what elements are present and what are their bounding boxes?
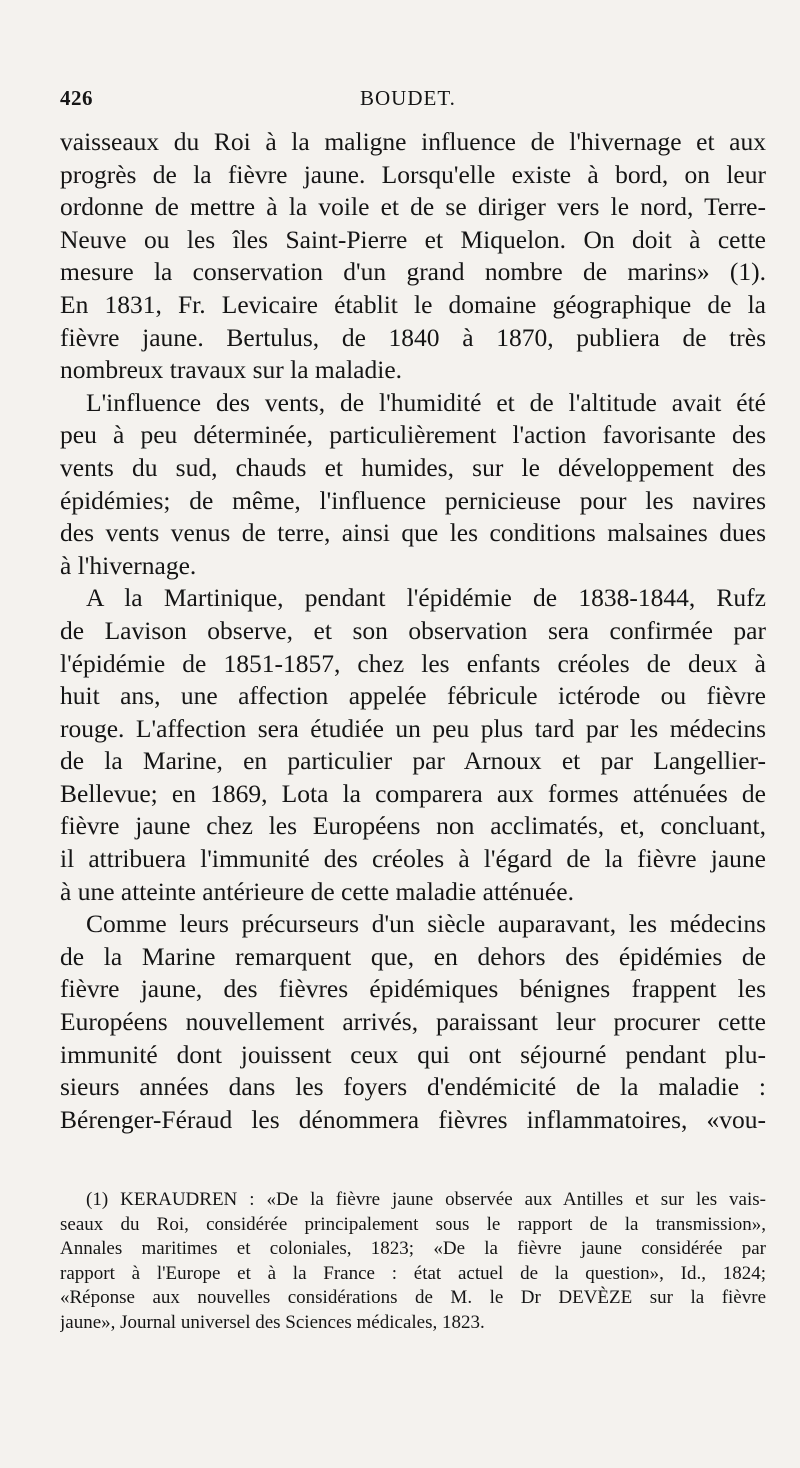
text-line: A la Martinique, pendant l'épidémie de 1838-1844, Rufz (86, 583, 766, 613)
text-line: à une atteinte antérieure de cette maladie atténuée. (60, 876, 574, 906)
page-header (60, 86, 760, 120)
text-line: En 1831, Fr. Levicaire établit le domaine géographique de la (60, 289, 766, 319)
text-line: des vents venus de terre, ainsi que les conditions malsaines dues (60, 518, 766, 548)
footnotes (60, 1188, 766, 1336)
footnote-line: «Réponse aux nouvelles considérations de M. le Dr DEVÈZE sur la fièvre (60, 1287, 766, 1309)
footnote-line: Annales maritimes et coloniales, 1823; «De la fièvre jaune considérée par (60, 1238, 766, 1260)
text-line: vents du sud, chauds et humides, sur le développement des (60, 452, 766, 482)
text-line: de Lavison observe, et son observation sera confirmée par (60, 615, 766, 645)
body-text (60, 126, 766, 1136)
text-line: progrès de la fièvre jaune. Lorsqu'elle existe à bord, on leur (60, 159, 766, 189)
running-head: BOUDET. (360, 86, 456, 110)
text-line: mesure la conservation d'un grand nombre de marins» (1). (60, 257, 766, 287)
footnote-line: (1) KERAUDREN : «De la fièvre jaune observée aux Antilles et sur les vais- (86, 1189, 766, 1210)
text-line: Bérenger-Féraud les dénommera fièvres inflammatoires, «vou- (60, 1104, 766, 1134)
text-line: peu à peu déterminée, particulièrement l'action favorisante des (60, 420, 766, 450)
text-line: Bellevue; en 1869, Lota la comparera aux formes atténuées de (60, 778, 766, 808)
footnote-line: rapport à l'Europe et à la France : état actuel de la question», Id., 1824; (60, 1262, 766, 1284)
text-line: de la Marine remarquent que, en dehors des épidémies de (60, 941, 766, 971)
text-line: Neuve ou les îles Saint-Pierre et Miquelon. On doit à cette (60, 224, 766, 254)
text-line: l'épidémie de 1851-1857, chez les enfants créoles de deux à (60, 648, 766, 678)
text-line: rouge. L'affection sera étudiée un peu plus tard par les médecins (60, 713, 766, 743)
text-line: fièvre jaune chez les Européens non acclimatés, et, concluant, (60, 811, 766, 841)
text-line: vaisseaux du Roi à la maligne influence de l'hivernage et aux (60, 127, 766, 156)
text-line: Européens nouvellement arrivés, paraissant leur procurer cette (60, 1007, 766, 1037)
text-line: de la Marine, en particulier par Arnoux et par Langellier- (60, 746, 766, 776)
text-line: Comme leurs précurseurs d'un siècle auparavant, les médecins (86, 909, 766, 939)
footnote-line: seaux du Roi, considérée principalement sous le rapport de la transmission», (60, 1213, 766, 1235)
text-line: il attribuera l'immunité des créoles à l'égard de la fièvre jaune (60, 844, 766, 874)
page-number: 426 (60, 86, 93, 110)
text-line: nombreux travaux sur la maladie. (60, 355, 403, 385)
text-line: immunité dont jouissent ceux qui ont séjourné pendant plu- (60, 1039, 766, 1069)
footnote-line: jaune», Journal universel des Sciences médicales, 1823. (60, 1311, 485, 1333)
text-line: huit ans, une affection appelée fébricule ictérode ou fièvre (60, 681, 766, 711)
text-line: L'influence des vents, de l'humidité et de l'altitude avait été (86, 387, 766, 417)
text-line: fièvre jaune. Bertulus, de 1840 à 1870, publiera de très (60, 322, 766, 352)
text-line: sieurs années dans les foyers d'endémicité de la maladie : (60, 1072, 766, 1102)
text-line: fièvre jaune, des fièvres épidémiques bénignes frappent les (60, 974, 766, 1004)
text-line: épidémies; de même, l'influence pernicieuse pour les navires (60, 485, 766, 515)
text-line: ordonne de mettre à la voile et de se diriger vers le nord, Terre- (60, 192, 766, 222)
text-line: à l'hivernage. (60, 550, 197, 580)
